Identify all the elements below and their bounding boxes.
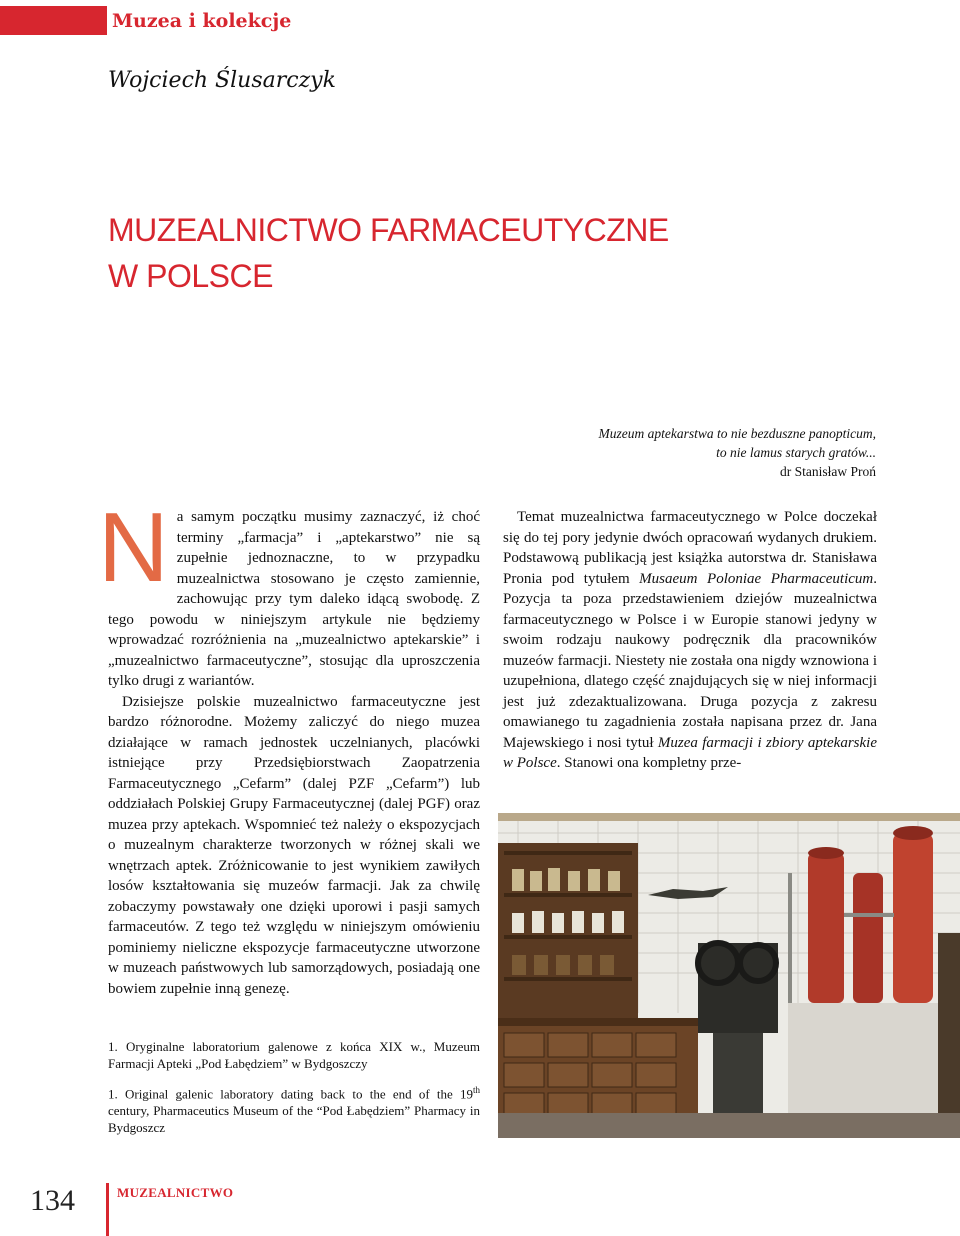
section-label: Muzea i kolekcje <box>112 10 292 32</box>
epigraph-line-1: Muzeum aptekarstwa to nie bezduszne panopticum, <box>598 426 876 441</box>
figure-caption-english <box>108 1082 480 1136</box>
footer-magazine-label: MUZEALNICTWO <box>117 1185 234 1200</box>
paragraph-2: Dzisiejsze polskie muzealnictwo farmaceutyczne jest bardzo różnorodne. Możemy zaliczyć do niego muzea działające w ramach jednostek uczelnianych, placówki istniejące przy Przedsiębiorstwach Zaopatrzenia Farmaceutycznego „Cefarm” (dalej PZF „Cefarm”) lub oddziałach Polskiej Grupy Farmaceutycznej (dalej PGF) oraz muzea przy aptekach. Wspomnieć też należy o ekspozycjach o muzealnym charakterze tworzonych w różnej skali we wnętrzach aptek. Zróżnicowanie to jest wynikiem zawiłych losów kształtowania się muzeów farmacji. Jak za chwilę zobaczymy powstawały one dzięki uporowi i pasji samych farmaceutów. Z tego też względu w niniejszym omówieniu pominiemy nieliczne ekspozycje farmaceutyczne utworzone w muzeach państwowych lub samorządowych, posiadają one bowiem zupełnie inną genezę. <box>108 693 480 997</box>
paragraph-3-text-c: . Stanowi ona kompletny prze- <box>556 755 742 771</box>
article-title-line-2: W POLSCE <box>108 258 273 294</box>
paragraph-3-text-b: . Pozycja ta poza przedstawieniem dziejów muzealnictwa farmaceutycznego w Polsce i w Europie stanowi jedyny w swoim rodzaju naukowy podręcznik dla pracowników muzeów farmacji. Niestety nie została ona nigdy wznowiona i uzupełniona, dlatego część znajdujących się w niej informacji jest już zdezaktualizowana. Druga pozycja z zakresu omawianego tu zagadnienia została napisana przez dr. Jana Majewskiego i nosi tytuł <box>503 570 877 751</box>
article-title-line-1: MUZEALNICTWO FARMACEUTYCZNE <box>108 212 669 248</box>
author-name: Wojciech Ślusarczyk <box>108 68 336 93</box>
page-number: 134 <box>30 1184 75 1217</box>
body-column-right <box>503 507 877 774</box>
paragraph-3-text-a: Temat muzealnictwa farmaceutycznego w Polce doczekał się do tej pory jedynie dwóch opracowań wydanych drukiem. Podstawową publikacją jest książka autorstwa dr. Stanisława Pronia pod tytułem <box>503 509 877 587</box>
section-color-bar <box>0 6 107 35</box>
footer-divider <box>106 1183 109 1236</box>
caption-en-superscript: th <box>472 1085 480 1095</box>
epigraph <box>599 424 876 481</box>
drop-cap: N <box>98 492 169 602</box>
body-column-left <box>98 492 480 999</box>
paragraph-3 <box>503 507 877 774</box>
caption-en-text-b: century, Pharmaceutics Museum of the “Pod Łabędziem” Pharmacy in Bydgoszcz <box>108 1103 480 1136</box>
book-title-2: Muzea farmacji i zbiory aptekarskie w Polsce <box>503 734 877 771</box>
caption-en-text-a: 1. Original galenic laboratory dating back to the end of the 19 <box>108 1086 473 1102</box>
figure-caption-polish: 1. Oryginalne laboratorium galenowe z końca XIX w., Muzeum Farmacji Apteki „Pod Łabędziem” w Bydgoszczy <box>108 1039 480 1071</box>
epigraph-attribution: dr Stanisław Proń <box>780 464 876 479</box>
laboratory-photo <box>498 813 960 1138</box>
epigraph-line-2: to nie lamus starych gratów... <box>716 445 876 460</box>
paragraph-1: a samym początku musimy zaznaczyć, iż choć terminy „farmacja” i „aptekarstwo” nie są zupełnie jednoznaczne, to w przypadku muzealnictwa stosowano je często zamiennie, zachowując przy tym daleko idącą swobodę. Z tego powodu w niniejszym artykule nie będziemy wprowadzać rozróżnienia na „muzealnictwo aptekarskie” i „muzealnictwo farmaceutyczne”, stosując dla uproszczenia tylko drugi z wariantów. <box>108 509 480 689</box>
book-title-1: Musaeum Poloniae Pharmaceuticum <box>639 570 874 587</box>
